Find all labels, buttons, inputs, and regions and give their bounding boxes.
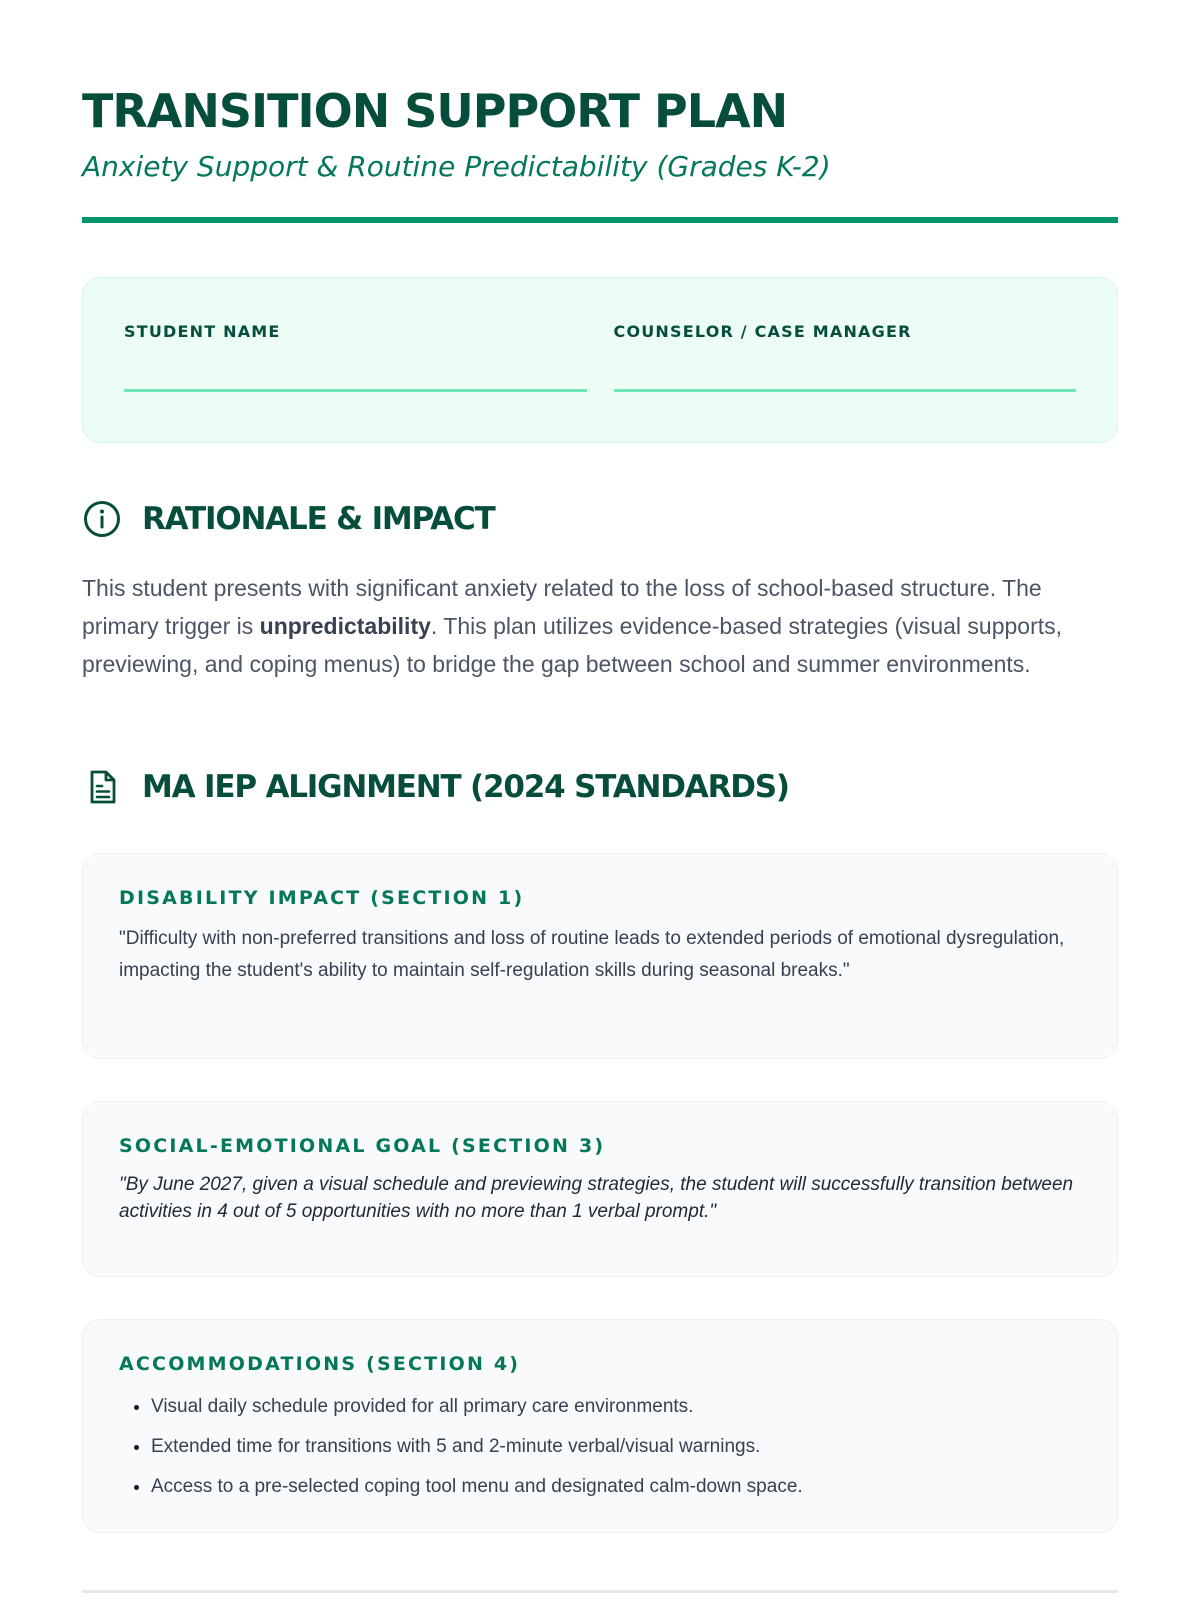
goal-text: "By June 2027, given a visual schedule and previewing strategies, the student will successfully transition between activities in 4 out of 5 opportunities with no more than 1 verbal prompt." — [119, 1174, 1074, 1222]
disability-impact-label: DISABILITY IMPACT (SECTION 1) — [119, 887, 525, 909]
student-name-line[interactable] — [124, 389, 587, 392]
accommodations-list — [119, 1387, 1081, 1507]
counselor-line[interactable] — [614, 389, 1077, 392]
list-item: • Visual daily schedule provided for all primary care environments. — [151, 1387, 1081, 1427]
page-title: TRANSITION SUPPORT PLAN — [82, 84, 788, 138]
student-name-label: STUDENT NAME — [124, 322, 281, 341]
bottom-divider — [82, 1590, 1118, 1593]
goal-card — [82, 1101, 1118, 1277]
info-circle-icon — [82, 499, 122, 539]
accommodations-label: ACCOMMODATIONS (SECTION 4) — [119, 1353, 521, 1375]
iep-header — [82, 767, 1118, 807]
list-item: • Access to a pre-selected coping tool menu and designated calm-down space. — [151, 1467, 1081, 1507]
rationale-text-start: This student presents with significant anxiety related to the loss of school-based structure. The primary trigger is — [82, 575, 1042, 639]
disability-impact-card — [82, 853, 1118, 1059]
accommodations-card — [82, 1319, 1118, 1533]
rationale-text-end: . This plan utilizes evidence-based strategies (visual supports, previewing, and coping menus) to bridge the gap between school and summer environments. — [82, 613, 1063, 677]
rationale-heading: RATIONALE & IMPACT — [142, 501, 495, 537]
counselor-field — [614, 322, 1077, 442]
disability-impact-text: "Difficulty with non-preferred transitions and loss of routine leads to extended periods of emotional dysregulation, impacting the student's ability to maintain self-regulation skills during seasonal breaks." — [119, 928, 1065, 981]
rationale-header — [82, 499, 1118, 539]
student-name-field — [124, 322, 587, 442]
header-divider — [82, 217, 1118, 223]
document-icon — [82, 767, 122, 807]
student-info-box — [82, 277, 1118, 443]
rationale-text — [82, 569, 1118, 683]
goal-label: SOCIAL-EMOTIONAL GOAL (SECTION 3) — [119, 1135, 606, 1157]
rationale-emphasis: unpredictability — [259, 613, 431, 639]
list-item: • Extended time for transitions with 5 and 2-minute verbal/visual warnings. — [151, 1427, 1081, 1467]
page-subtitle: Anxiety Support & Routine Predictability (Grades K-2) — [82, 150, 831, 183]
iep-heading: MA IEP ALIGNMENT (2024 STANDARDS) — [142, 769, 789, 805]
counselor-label: COUNSELOR / CASE MANAGER — [613, 322, 912, 341]
